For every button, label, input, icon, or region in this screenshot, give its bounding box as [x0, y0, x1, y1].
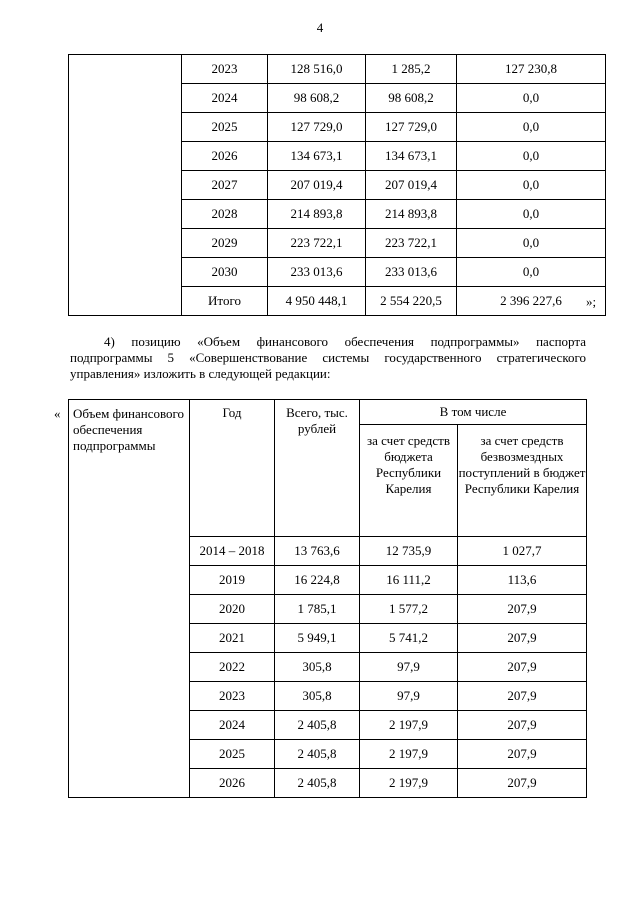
financing-table-continued — [68, 54, 606, 316]
year-cell: 2024 — [190, 711, 275, 740]
year-cell: 2024 — [182, 84, 268, 113]
gratuitous-cell: 207,9 — [458, 740, 587, 769]
year-cell: 2025 — [190, 740, 275, 769]
year-cell: 2019 — [190, 566, 275, 595]
year-cell: 2020 — [190, 595, 275, 624]
year-cell: 2027 — [182, 171, 268, 200]
closing-quote-mark: »; — [586, 294, 597, 309]
federal-cell: 0,0 — [457, 200, 606, 229]
gratuitous-source-header: за счет средств безвозмездных поступлений в бюджет Республики Карелия — [458, 425, 587, 537]
budget-source-header: за счет средств бюджета Республики Карелия — [360, 425, 458, 537]
budget-cell: 1 577,2 — [360, 595, 458, 624]
budget-cell: 1 285,2 — [366, 55, 457, 84]
year-cell: 2028 — [182, 200, 268, 229]
year-cell: 2023 — [182, 55, 268, 84]
total-cell: 98 608,2 — [268, 84, 366, 113]
federal-cell: 127 230,8 — [457, 55, 606, 84]
budget-cell: 214 893,8 — [366, 200, 457, 229]
total-cell: 2 405,8 — [275, 769, 360, 798]
financing-table-new — [68, 399, 587, 798]
total-cell: 223 722,1 — [268, 229, 366, 258]
federal-cell: 0,0 — [457, 113, 606, 142]
total-cell: 1 785,1 — [275, 595, 360, 624]
budget-cell: 2 197,9 — [360, 740, 458, 769]
table-row — [69, 55, 606, 84]
total-cell: 233 013,6 — [268, 258, 366, 287]
total-cell: 127 729,0 — [268, 113, 366, 142]
total-header: Всего, тыс. рублей — [275, 400, 360, 537]
opening-quote-mark: « — [54, 406, 61, 421]
year-cell: 2025 — [182, 113, 268, 142]
including-header: В том числе — [360, 400, 587, 425]
gratuitous-cell: 207,9 — [458, 595, 587, 624]
year-cell: Итого — [182, 287, 268, 316]
budget-cell: 97,9 — [360, 682, 458, 711]
budget-cell: 2 554 220,5 — [366, 287, 457, 316]
year-cell: 2026 — [190, 769, 275, 798]
table-header-row — [69, 400, 587, 425]
total-cell: 4 950 448,1 — [268, 287, 366, 316]
total-cell: 305,8 — [275, 653, 360, 682]
year-cell: 2030 — [182, 258, 268, 287]
total-cell: 2 405,8 — [275, 711, 360, 740]
page-number: 4 — [316, 20, 324, 35]
total-cell: 128 516,0 — [268, 55, 366, 84]
year-cell: 2029 — [182, 229, 268, 258]
gratuitous-cell: 207,9 — [458, 624, 587, 653]
gratuitous-cell: 207,9 — [458, 653, 587, 682]
amendment-paragraph — [70, 334, 586, 382]
budget-cell: 2 197,9 — [360, 711, 458, 740]
gratuitous-cell: 113,6 — [458, 566, 587, 595]
budget-cell: 233 013,6 — [366, 258, 457, 287]
total-cell: 13 763,6 — [275, 537, 360, 566]
budget-cell: 2 197,9 — [360, 769, 458, 798]
year-cell: 2023 — [190, 682, 275, 711]
federal-cell: 2 396 227,6 — [457, 287, 606, 316]
total-cell: 16 224,8 — [275, 566, 360, 595]
gratuitous-cell: 207,9 — [458, 682, 587, 711]
federal-cell: 0,0 — [457, 142, 606, 171]
total-cell: 214 893,8 — [268, 200, 366, 229]
budget-cell: 134 673,1 — [366, 142, 457, 171]
year-cell: 2022 — [190, 653, 275, 682]
total-cell: 207 019,4 — [268, 171, 366, 200]
budget-cell: 97,9 — [360, 653, 458, 682]
budget-cell: 223 722,1 — [366, 229, 457, 258]
total-cell: 305,8 — [275, 682, 360, 711]
budget-cell: 207 019,4 — [366, 171, 457, 200]
gratuitous-cell: 1 027,7 — [458, 537, 587, 566]
year-cell: 2026 — [182, 142, 268, 171]
total-cell: 2 405,8 — [275, 740, 360, 769]
year-cell: 2021 — [190, 624, 275, 653]
federal-cell: 0,0 — [457, 84, 606, 113]
budget-cell: 5 741,2 — [360, 624, 458, 653]
total-cell: 5 949,1 — [275, 624, 360, 653]
empty-label-cell — [69, 55, 182, 316]
year-header: Год — [190, 400, 275, 537]
paragraph-text: 4) позицию «Объем финансового обеспечения подпрограммы» паспорта подпрограммы 5 «Совершенствование системы государственного стратегического управления» изложить в следующей редакции: — [70, 334, 586, 381]
budget-cell: 127 729,0 — [366, 113, 457, 142]
budget-cell: 12 735,9 — [360, 537, 458, 566]
total-cell: 134 673,1 — [268, 142, 366, 171]
budget-cell: 16 111,2 — [360, 566, 458, 595]
financing-label-cell: Объем финансового обеспечения подпрограммы — [69, 400, 190, 798]
federal-cell: 0,0 — [457, 258, 606, 287]
budget-cell: 98 608,2 — [366, 84, 457, 113]
federal-cell: 0,0 — [457, 171, 606, 200]
gratuitous-cell: 207,9 — [458, 711, 587, 740]
year-cell: 2014 – 2018 — [190, 537, 275, 566]
federal-cell: 0,0 — [457, 229, 606, 258]
gratuitous-cell: 207,9 — [458, 769, 587, 798]
